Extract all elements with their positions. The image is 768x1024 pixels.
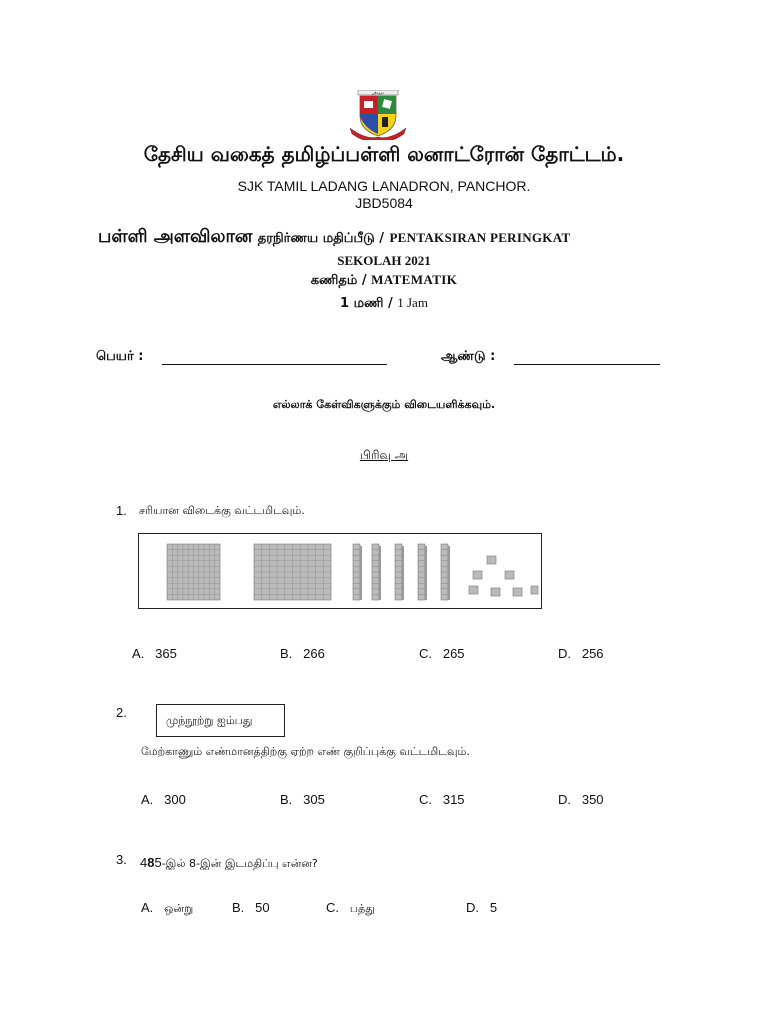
- instructions: எல்லாக் கேள்விகளுக்கும் விடையளிக்கவும்.: [272, 398, 496, 411]
- duration-latin: 1 Jam: [397, 295, 428, 310]
- duration-line: [0, 295, 768, 312]
- question-1-text: சரியான விடைக்கு வட்டமிடவும்.: [139, 504, 305, 517]
- subject-latin: MATEMATIK: [371, 272, 458, 287]
- svg-text:ஸ்ரீகந்தா: ஸ்ரீகந்தா: [371, 91, 385, 95]
- assessment-title: [98, 226, 570, 249]
- section-title: பிரிவு அ: [359, 448, 409, 462]
- q1-option-b[interactable]: B. 266: [280, 646, 325, 661]
- ten-rods: [353, 544, 450, 600]
- assessment-tamil-2: தரநிர்ணய மதிப்பீடு /: [257, 231, 385, 246]
- year-label: ஆண்டு :: [441, 349, 496, 364]
- question-3-number: 3.: [116, 852, 127, 867]
- duration-tamil: 1 மணி /: [340, 296, 393, 311]
- school-name-tamil: தேசிய வகைத் தமிழ்ப்பள்ளி லனாட்ரோன் தோட்டம்.: [143, 142, 625, 166]
- q3-option-a[interactable]: A. ஒன்று: [141, 900, 194, 915]
- school-name-latin: SJK TAMIL LADANG LANADRON, PANCHOR.: [237, 178, 531, 194]
- hundred-flat-2: [254, 544, 331, 600]
- name-label: பெயர் :: [96, 349, 144, 364]
- q2-option-a[interactable]: A. 300: [141, 792, 186, 807]
- name-input-line[interactable]: [162, 364, 387, 365]
- q2-option-d[interactable]: D. 350: [558, 792, 604, 807]
- question-3-text: 485-இல் 8-இன் இடமதிப்பு என்ன?: [140, 855, 318, 870]
- base-ten-blocks-figure: [138, 533, 542, 609]
- assessment-year: SEKOLAH 2021: [337, 253, 431, 268]
- assessment-tamil-1: பள்ளி அளவிலான: [98, 226, 253, 247]
- hundred-flat-1: [167, 544, 220, 600]
- question-2-text: மேற்காணும் எண்மானத்திற்கு ஏற்ற எண் குறிப்புக்கு வட்டமிடவும்.: [141, 745, 470, 758]
- highlighted-digit: 8: [147, 855, 155, 870]
- q3-option-c[interactable]: C. பத்து: [326, 900, 375, 915]
- school-crest: [346, 90, 410, 140]
- q1-option-d[interactable]: D. 256: [558, 646, 604, 661]
- q3-option-b[interactable]: B. 50: [232, 900, 270, 915]
- number-word-box: முந்நூற்று ஐம்பது: [156, 704, 285, 737]
- q1-option-c[interactable]: C. 265: [419, 646, 465, 661]
- unit-cubes: [469, 556, 538, 596]
- question-1-number: 1.: [116, 503, 127, 518]
- year-input-line[interactable]: [514, 364, 660, 365]
- subject-tamil: கணிதம் /: [310, 273, 367, 288]
- q2-option-c[interactable]: C. 315: [419, 792, 465, 807]
- subject-line: [0, 272, 768, 289]
- q2-option-b[interactable]: B. 305: [280, 792, 325, 807]
- q1-option-a[interactable]: A. 365: [132, 646, 177, 661]
- question-2-number: 2.: [116, 705, 127, 720]
- school-code: JBD5084: [355, 195, 413, 211]
- assessment-latin: PENTAKSIRAN PERINGKAT: [389, 230, 571, 245]
- q3-option-d[interactable]: D. 5: [466, 900, 498, 915]
